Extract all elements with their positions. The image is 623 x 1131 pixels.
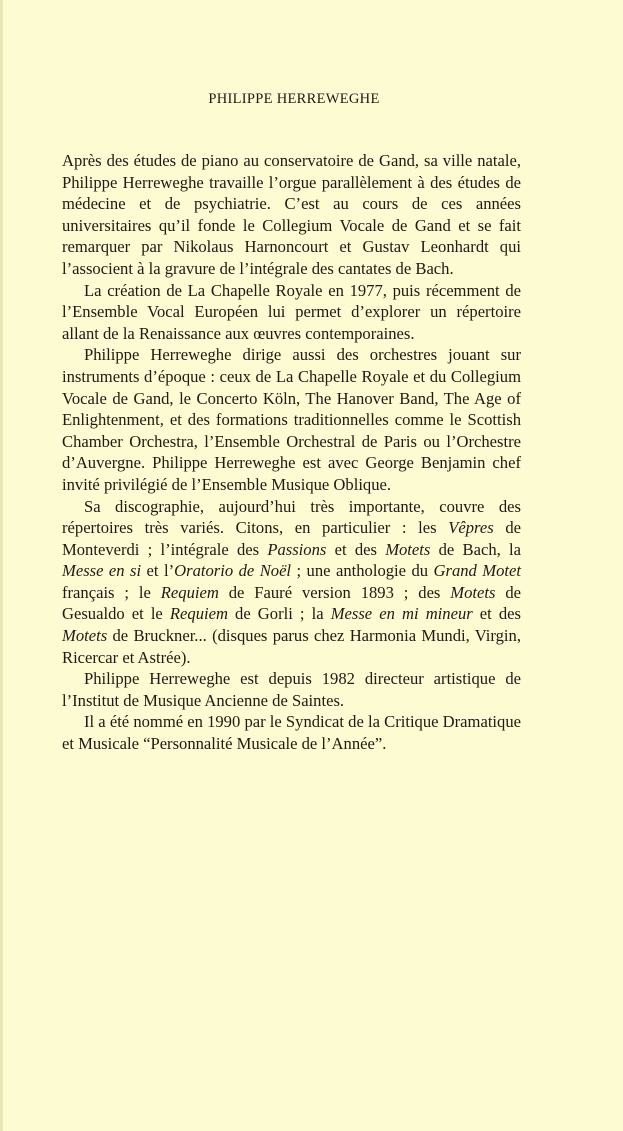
text-segment: de Bach, la (430, 539, 521, 559)
text-segment: de Gesualdo et le (62, 582, 522, 624)
text-segment: Sa discographie, aujourd’hui très importante, couvre des répertoires très variés. Citons, en particulier : les (62, 496, 521, 538)
italic-title: Requiem (169, 604, 228, 624)
italic-title: Motets (62, 626, 108, 646)
italic-title: Motets (450, 582, 496, 602)
italic-title: Oratorio de Noël (174, 561, 292, 581)
text-segment: Philippe Herreweghe est depuis 1982 directeur artistique de l’Institut de Musique Ancienne de Saintes. (62, 669, 521, 710)
text-segment: de Bruckner... (disques parus chez Harmonia Mundi, Virgin, Ricercar et Astrée). (62, 626, 521, 667)
text-segment: et des (472, 604, 521, 624)
text-segment: et des (326, 539, 386, 559)
page-edge (0, 0, 3, 1131)
text-segment: de Monteverdi ; l’intégrale des (62, 518, 521, 559)
paragraph (62, 496, 521, 669)
italic-title: Requiem (160, 582, 219, 602)
text-segment: de Gorli ; la (227, 604, 331, 624)
paragraph (62, 711, 521, 754)
text-segment: Philippe Herreweghe dirige aussi des orchestres jouant sur instruments d’époque : ceux de La Chapelle Royale et du Collegium Vocale de Gand, le Concerto Köln, The Hanover Band, The Age of Enlightenment, et des formations traditionnelles comme le Scottish Chamber Orchestra, l’Ensemble Orchestral de Paris ou l’Orchestre d’Auvergne. Philippe Herreweghe est avec George Benjamin chef invité privilégié de l’Ensemble Musique Oblique. (62, 345, 521, 494)
paragraph (62, 280, 521, 345)
page-title: PHILIPPE HERREWEGHE (208, 91, 380, 107)
text-segment: Il a été nommé en 1990 par le Syndicat de la Critique Dramatique et Musicale “Personnalité Musicale de l’Année”. (62, 712, 521, 754)
italic-title: Passions (267, 539, 327, 559)
paragraph (62, 344, 521, 495)
text-segment: Après des études de piano au conservatoire de Gand, sa ville natale, Philippe Herreweghe travaille l’orgue parallèlement à des études de médecine et de psychiatrie. C’est au cours de ces années universitaires qu’il fonde le Collegium Vocale de Gand et se fait remarquer par Nikolaus Harnoncourt et Gustav Leonhardt qui l’associent à la gravure de l’intégrale des cantates de Bach. (62, 151, 521, 278)
italic-title: Motets (385, 539, 431, 559)
text-segment: de Fauré version 1893 ; des (218, 582, 451, 602)
italic-title: Messe en si (62, 561, 142, 581)
paragraph (62, 668, 521, 711)
italic-title: Messe en mi mineur (330, 604, 473, 624)
paragraph (62, 150, 521, 280)
text-segment: et l’ (141, 561, 175, 581)
italic-title: Grand Motet (433, 561, 522, 581)
text-segment: français ; le (62, 582, 161, 602)
text-segment: La création de La Chapelle Royale en 1977, puis récemment de l’Ensemble Vocal Européen lui permet d’explorer un répertoire allant de la Renaissance aux œuvres contemporaines. (62, 280, 521, 343)
text-segment: ; une anthologie du (291, 561, 434, 581)
biography-text (62, 150, 521, 755)
italic-title: Vêpres (448, 518, 494, 538)
